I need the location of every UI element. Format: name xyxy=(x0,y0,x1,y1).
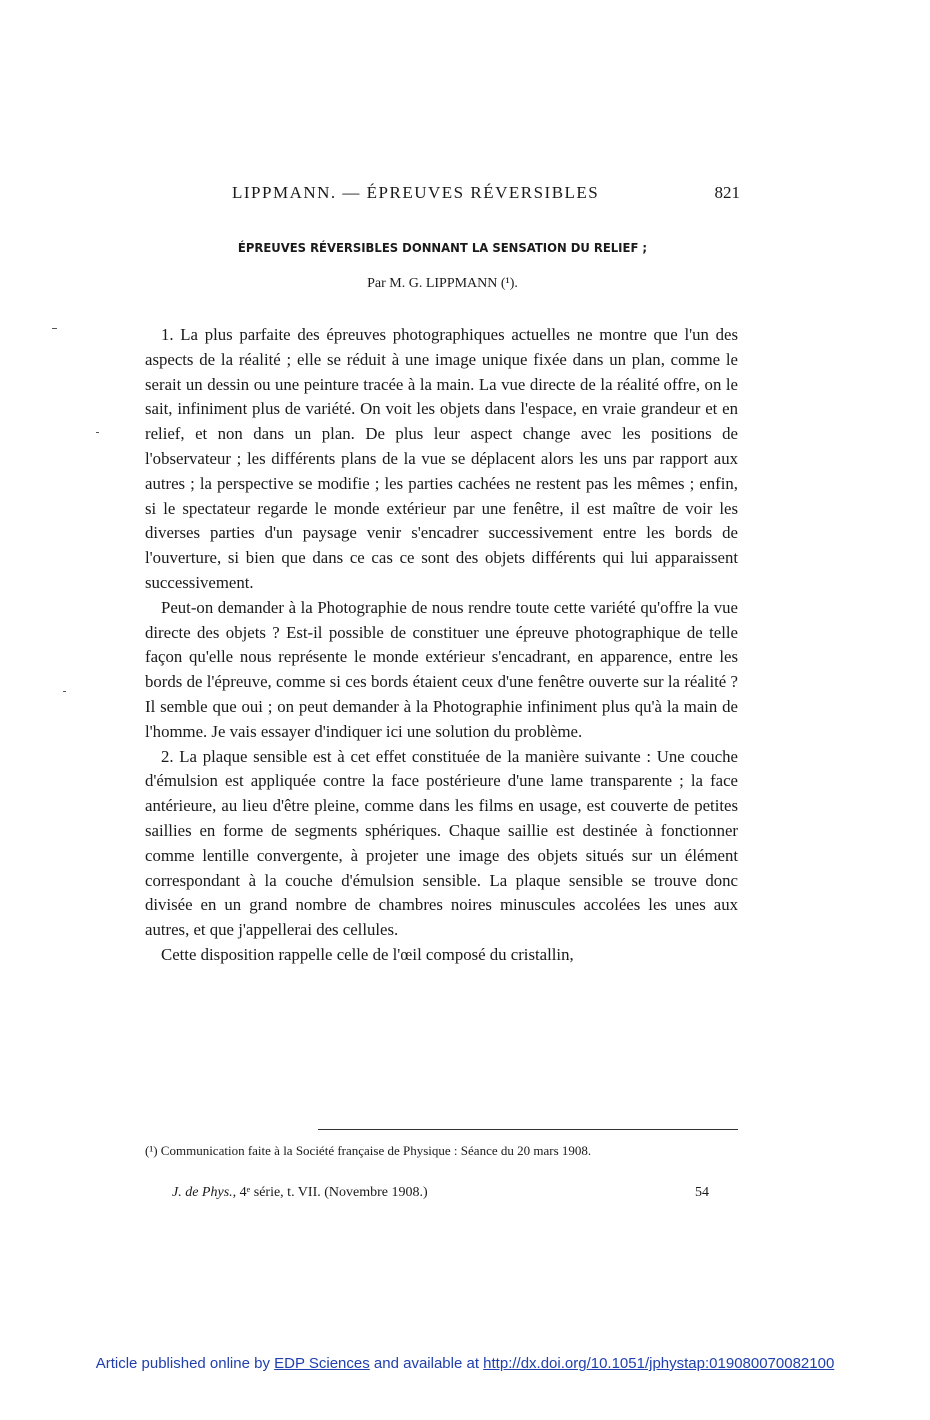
paragraph-4: Cette disposition rappelle celle de l'œil composé du cristallin, xyxy=(161,944,574,964)
publisher-link[interactable]: EDP Sciences xyxy=(274,1355,370,1372)
scan-speck xyxy=(96,432,99,433)
scan-speck xyxy=(52,328,57,329)
scan-speck xyxy=(63,691,66,692)
publisher-bar xyxy=(0,1355,930,1372)
doi-link[interactable]: http://dx.doi.org/10.1051/jphystap:019080070082100 xyxy=(483,1355,835,1372)
paragraph-2: Peut-on demander à la Photographie de nous rendre toute cette variété qu'offre la vue directe des objets ? Est-il possible de constituer une épreuve photographique de telle façon qu'elle nous représente le monde extérieur s'encadrant, en apparence, entre les bords de l'épreuve, comme si ces bords étaient ceux d'une fenêtre ouverte sur la réalité ? Il semble que oui ; on peut demander à la Photographie infiniment plus qu'à la main de l'homme. Je vais essayer d'indiquer ici une solution du problème. xyxy=(145,597,738,741)
signature-number: 54 xyxy=(695,1185,709,1200)
article-title: ÉPREUVES RÉVERSIBLES DONNANT LA SENSATION DU RELIEF ; xyxy=(237,240,648,255)
running-head-title: LIPPMANN. — ÉPREUVES RÉVERSIBLES xyxy=(232,183,600,202)
running-head xyxy=(232,183,740,203)
footnote-rule xyxy=(318,1129,738,1130)
journal-issue: , 4ᵉ série, t. VII. (Novembre 1908.) xyxy=(232,1185,428,1200)
publisher-prefix: Article published online by xyxy=(95,1355,275,1372)
publisher-middle: and available at xyxy=(369,1355,484,1372)
article-body xyxy=(145,323,738,968)
paragraph-1: 1. La plus parfaite des épreuves photographiques actuelles ne montre que l'un des aspects de la réalité ; elle se réduit à une image unique fixée dans un plan, comme le serait un dessin ou une peinture tracée à la main. La vue directe de la réalité offre, on le sait, infiniment plus de variété. On voit les objets dans l'espace, en vraie grandeur et en relief, et non dans un plan. De plus leur aspect change avec les positions de l'observateur ; les différents plans de la vue se déplacent alors les uns par rapport aux autres ; la perspective se modifie ; les parties cachées ne restent pas les mêmes ; enfin, si le spectateur regarde le monde extérieur par une fenêtre, il est maître de voir les diverses parties d'un paysage venir s'encadrer successivement entre les bords de l'ouverture, si bien que dans ce cas ce sont des objets différents qui lui apparaissent successivement. xyxy=(145,325,738,592)
journal-reference xyxy=(172,1185,709,1201)
journal-name: J. de Phys. xyxy=(172,1185,233,1200)
footnote: (¹) Communication faite à la Société française de Physique : Séance du 20 mars 1908. xyxy=(145,1143,592,1158)
page-number: 821 xyxy=(714,183,740,202)
article-byline: Par M. G. LIPPMANN (¹). xyxy=(367,276,518,291)
paragraph-3: 2. La plaque sensible est à cet effet constituée de la manière suivante : Une couche d'émulsion est appliquée contre la face postérieure d'une lame transparente ; la face antérieure, au lieu d'être pleine, comme dans les films en usage, est couverte de petites saillies en forme de segments sphériques. Chaque saillie est destinée à fonctionner comme lentille convergente, à projeter une image des objets situés sur un élément correspondant à la couche d'émulsion sensible. La plaque sensible se trouve donc divisée en un grand nombre de chambres noires minuscules accolées les unes aux autres, et que j'appellerai des cellules. xyxy=(145,746,738,940)
